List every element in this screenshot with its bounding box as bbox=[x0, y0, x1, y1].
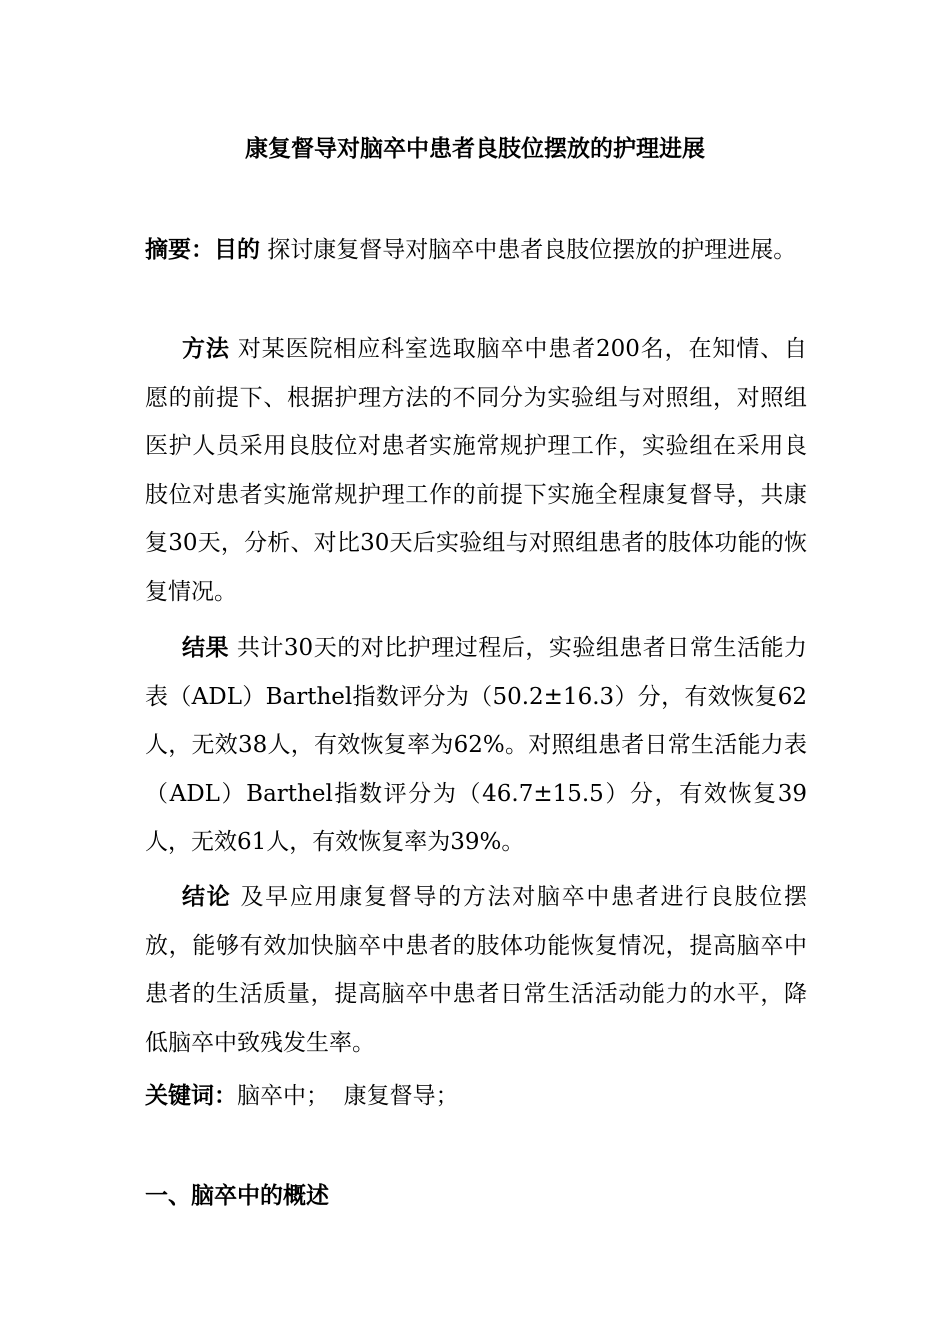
keywords-label: 关键词： bbox=[145, 1082, 237, 1109]
abstract-paragraph bbox=[145, 226, 807, 275]
keywords-line bbox=[145, 1072, 807, 1120]
abstract-text: 探讨康复督导对脑卒中患者良肢位摆放的护理进展。 bbox=[260, 237, 797, 263]
conclusion-paragraph bbox=[145, 873, 807, 1067]
abstract-label: 摘要：目的 bbox=[145, 236, 260, 263]
methods-text: 对某医院相应科室选取脑卒中患者200名，在知情、自愿的前提下、根据护理方法的不同分为实验组与对照组，对照组医护人员采用良肢位对患者实施常规护理工作，实验组在采用良肢位对患者实施常规护理工作的前提下实施全程康复督导，共康复30天，分析、对比30天后实验组与对照组患者的肢体功能的恢复情况。 bbox=[145, 336, 807, 605]
methods-label: 方法 bbox=[182, 335, 230, 362]
conclusion-label: 结论 bbox=[182, 883, 232, 910]
results-paragraph bbox=[145, 624, 807, 867]
methods-paragraph bbox=[145, 325, 807, 616]
section-heading: 一、脑卒中的概述 bbox=[145, 1182, 329, 1209]
keywords-text: 脑卒中； 康复督导； bbox=[237, 1083, 459, 1109]
conclusion-text: 及早应用康复督导的方法对脑卒中患者进行良肢位摆放，能够有效加快脑卒中患者的肢体功能恢复情况，提高脑卒中患者的生活质量，提高脑卒中患者日常生活活动能力的水平，降低脑卒中致残发生率。 bbox=[145, 884, 808, 1056]
results-text: 共计30天的对比护理过程后，实验组患者日常生活能力表（ADL）Barthel指数评分为（50.2±16.3）分，有效恢复62人，无效38人，有效恢复率为62%。对照组患者日常生活能力表（ADL）Barthel指数评分为（46.7±15.5）分，有效恢复39人，无效61人，有效恢复率为39%。 bbox=[145, 635, 808, 855]
document-title: 康复督导对脑卒中患者良肢位摆放的护理进展 bbox=[245, 135, 705, 162]
results-label: 结果 bbox=[182, 634, 230, 661]
